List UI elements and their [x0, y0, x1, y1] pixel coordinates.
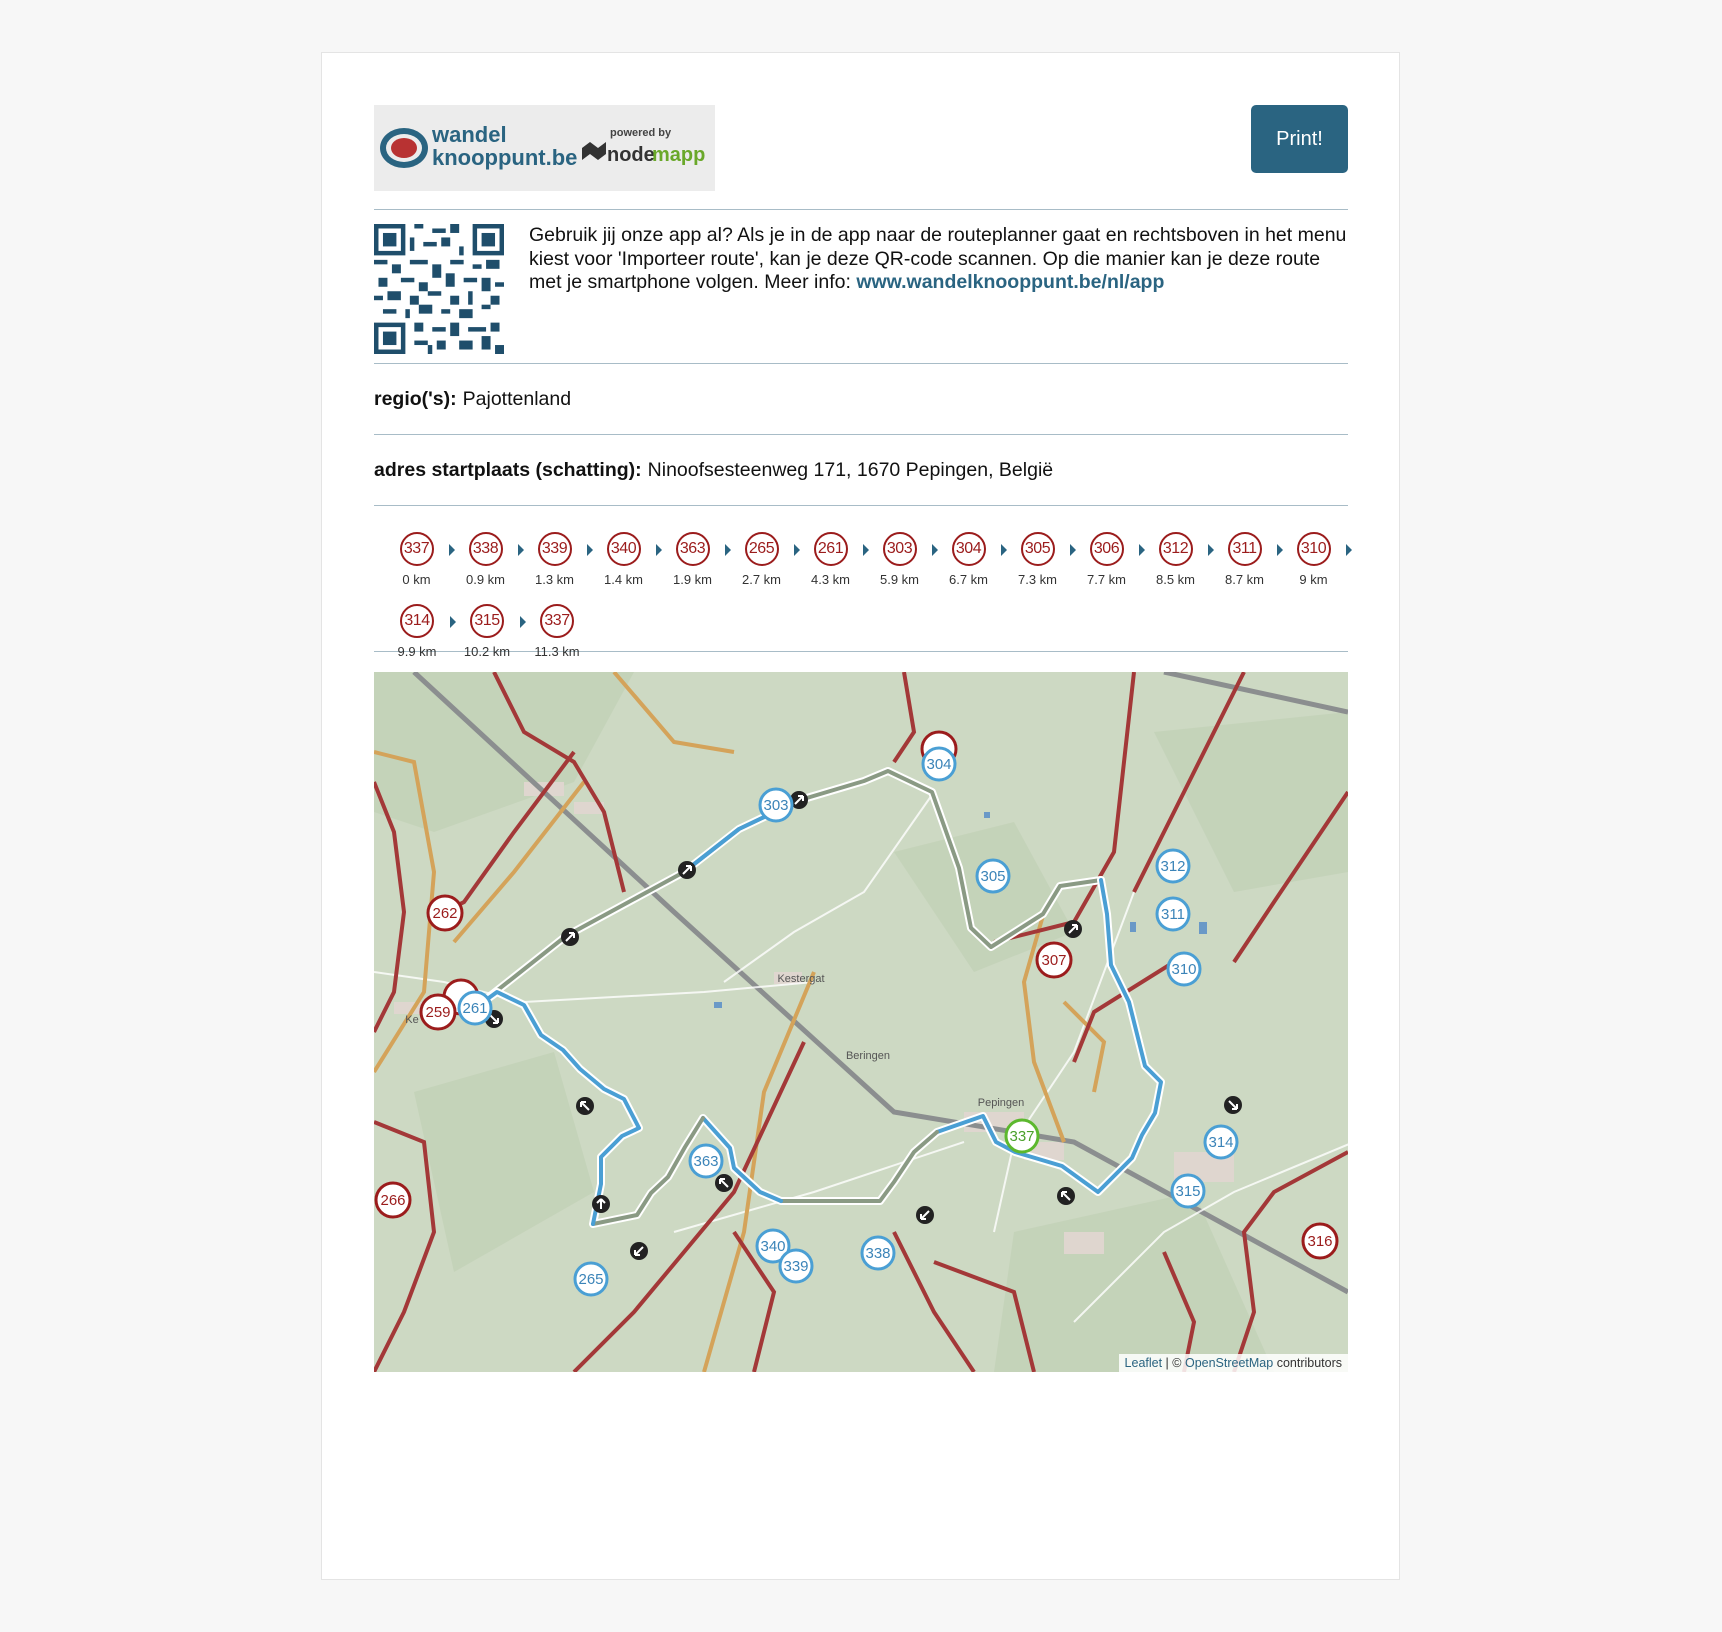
- map-attribution: [1119, 1354, 1348, 1372]
- route-map[interactable]: [374, 672, 1348, 1372]
- attribution-separator: | ©: [1162, 1356, 1185, 1370]
- map-node-label: 307: [1041, 952, 1067, 969]
- leaflet-link[interactable]: Leaflet: [1124, 1356, 1163, 1370]
- direction-arrow-icon: [1064, 920, 1082, 938]
- nodemapp-icon: [582, 142, 606, 160]
- node-distance: 8.7 km: [1224, 572, 1264, 587]
- route-node: [1003, 532, 1072, 604]
- app-info-link[interactable]: www.wandelknooppunt.be/nl/app: [856, 271, 1165, 293]
- route-node: [727, 532, 796, 604]
- map-route-marker[interactable]: [780, 1250, 812, 1282]
- logo-text-wandel: wandel: [432, 122, 507, 147]
- map-route-marker[interactable]: [459, 992, 491, 1024]
- map-node-marker[interactable]: [1303, 1224, 1337, 1258]
- route-node: [934, 532, 1003, 604]
- map-canvas[interactable]: [374, 672, 1348, 1372]
- place-label: Ke: [405, 1014, 419, 1026]
- node-distance: 7.7 km: [1086, 572, 1126, 587]
- node-number: 314: [400, 604, 434, 638]
- map-node-label: 259: [425, 1004, 451, 1021]
- logo-text-knooppunt: knooppunt.be: [432, 145, 578, 170]
- node-row: [382, 604, 1348, 676]
- map-node-label: 338: [865, 1245, 891, 1262]
- app-info-section: [374, 210, 1348, 363]
- direction-arrow-icon: [592, 1195, 610, 1213]
- node-distance: 6.7 km: [948, 572, 988, 587]
- map-node-marker[interactable]: [428, 896, 462, 930]
- node-number: 338: [469, 532, 503, 566]
- start-address-label: adres startplaats (schatting):: [374, 458, 642, 481]
- node-number: 337: [540, 604, 574, 638]
- node-number: 261: [814, 532, 848, 566]
- start-address-value: Ninoofsesteenweg 171, 1670 Pepingen, België: [647, 458, 1054, 481]
- map-node-label: 262: [432, 905, 458, 922]
- node-number: 340: [607, 532, 641, 566]
- node-number: 315: [470, 604, 504, 638]
- partner-name-mapp: mapp: [652, 144, 706, 166]
- route-node: [382, 604, 452, 676]
- logo-badge-icon: [380, 128, 428, 168]
- node-distance: 4.3 km: [810, 572, 850, 587]
- print-page: [321, 52, 1400, 1580]
- map-node-label: 311: [1161, 906, 1185, 923]
- node-number: 306: [1090, 532, 1124, 566]
- app-info-text: [529, 224, 1349, 295]
- node-number: 304: [952, 532, 986, 566]
- map-route-marker[interactable]: [1157, 898, 1189, 930]
- region-label: regio('s):: [374, 387, 457, 410]
- node-distance: 5.9 km: [879, 572, 919, 587]
- direction-arrow-icon: [1224, 1096, 1242, 1114]
- node-number: 303: [883, 532, 917, 566]
- map-node-label: 312: [1160, 858, 1186, 875]
- map-node-label: 337: [1009, 1128, 1035, 1145]
- node-distance: 1.9 km: [672, 572, 712, 587]
- place-label: Pepingen: [977, 1097, 1025, 1109]
- route-node: [522, 604, 592, 676]
- map-route-marker[interactable]: [1157, 850, 1189, 882]
- map-node-label: 310: [1171, 961, 1197, 978]
- node-distance: 9.9 km: [397, 644, 437, 659]
- node-number: 310: [1297, 532, 1331, 566]
- app-info-body: Gebruik jij onze app al? Als je in de app naar de routeplanner gaat en rechtsboven in het menu kiest voor 'Importeer route', kan je deze QR-code scannen. Op die manier kan je deze route met je smartphone volgen. Meer info:: [529, 224, 1347, 293]
- map-route-marker[interactable]: [977, 860, 1009, 892]
- direction-arrow-icon: [630, 1242, 648, 1260]
- node-number: 305: [1021, 532, 1055, 566]
- partner-name-node: node: [607, 144, 655, 166]
- direction-arrow-icon: [916, 1206, 934, 1224]
- route-node-list: [374, 506, 1348, 659]
- map-node-label: 305: [980, 868, 1006, 885]
- node-distance: 10.2 km: [463, 644, 511, 659]
- node-distance: 0.9 km: [465, 572, 505, 587]
- route-node: [658, 532, 727, 604]
- region-value: Pajottenland: [462, 387, 572, 410]
- map-route-marker[interactable]: [760, 789, 792, 821]
- map-route-marker[interactable]: [1172, 1175, 1204, 1207]
- direction-arrow-icon: [678, 861, 696, 879]
- map-route-marker[interactable]: [1168, 953, 1200, 985]
- node-distance: 9 km: [1299, 572, 1328, 587]
- node-row: [382, 532, 1348, 604]
- route-node: [1210, 532, 1279, 604]
- node-number: 312: [1159, 532, 1193, 566]
- node-number: 337: [400, 532, 434, 566]
- region-row: [374, 364, 1348, 434]
- node-distance: 11.3 km: [534, 644, 580, 659]
- place-label: Kestergat: [777, 973, 825, 985]
- map-node-label: 314: [1208, 1134, 1234, 1151]
- print-button[interactable]: Print!: [1251, 105, 1348, 173]
- route-node: [589, 532, 658, 604]
- node-number: 363: [676, 532, 710, 566]
- map-node-marker[interactable]: [421, 995, 455, 1029]
- node-number: 339: [538, 532, 572, 566]
- route-node: [796, 532, 865, 604]
- map-node-marker[interactable]: [376, 1183, 410, 1217]
- route-node: [1279, 532, 1348, 604]
- map-node-label: 261: [462, 1000, 488, 1017]
- map-start-marker[interactable]: [1006, 1120, 1038, 1152]
- map-node-label: 304: [926, 756, 952, 773]
- map-node-label: 315: [1175, 1183, 1201, 1200]
- map-node-marker[interactable]: [1037, 943, 1071, 977]
- node-distance: 1.3 km: [534, 572, 574, 587]
- route-node: [1141, 532, 1210, 604]
- map-node-label: 363: [693, 1153, 719, 1170]
- start-address-row: [374, 435, 1348, 505]
- route-node: [452, 604, 522, 676]
- map-route-marker[interactable]: [1205, 1126, 1237, 1158]
- node-distance: 2.7 km: [741, 572, 781, 587]
- map-route-marker[interactable]: [862, 1237, 894, 1269]
- powered-by-text: powered by: [610, 127, 672, 139]
- map-node-label: 265: [578, 1271, 604, 1288]
- place-label: Beringen: [845, 1050, 891, 1062]
- node-distance: 1.4 km: [603, 572, 643, 587]
- map-node-label: 340: [760, 1238, 786, 1255]
- route-node: [451, 532, 520, 604]
- map-node-label: 266: [380, 1192, 406, 1209]
- direction-arrow-icon: [1057, 1187, 1075, 1205]
- node-number: 311: [1228, 532, 1262, 566]
- route-node: [865, 532, 934, 604]
- arrow-right-icon: [1346, 544, 1352, 556]
- osm-link[interactable]: OpenStreetMap: [1184, 1356, 1274, 1370]
- map-route-marker[interactable]: [575, 1263, 607, 1295]
- map-node-label: 303: [763, 797, 789, 814]
- route-node: [382, 532, 451, 604]
- header: [374, 105, 1348, 191]
- node-distance: 7.3 km: [1017, 572, 1057, 587]
- node-distance: 8.5 km: [1155, 572, 1195, 587]
- direction-arrow-icon: [561, 928, 579, 946]
- map-node-label: 316: [1307, 1233, 1333, 1250]
- logo: [374, 105, 715, 191]
- direction-arrow-icon: [715, 1174, 733, 1192]
- qr-code: [374, 224, 504, 354]
- attribution-tail: contributors: [1273, 1356, 1342, 1370]
- map-route-marker[interactable]: [690, 1145, 722, 1177]
- page-content: [374, 105, 1348, 1372]
- route-node: [520, 532, 589, 604]
- route-node: [1072, 532, 1141, 604]
- map-node-label: 339: [783, 1258, 809, 1275]
- node-distance: 0 km: [402, 572, 431, 587]
- node-number: 265: [745, 532, 779, 566]
- map-route-marker[interactable]: [923, 748, 955, 780]
- direction-arrow-icon: [576, 1097, 594, 1115]
